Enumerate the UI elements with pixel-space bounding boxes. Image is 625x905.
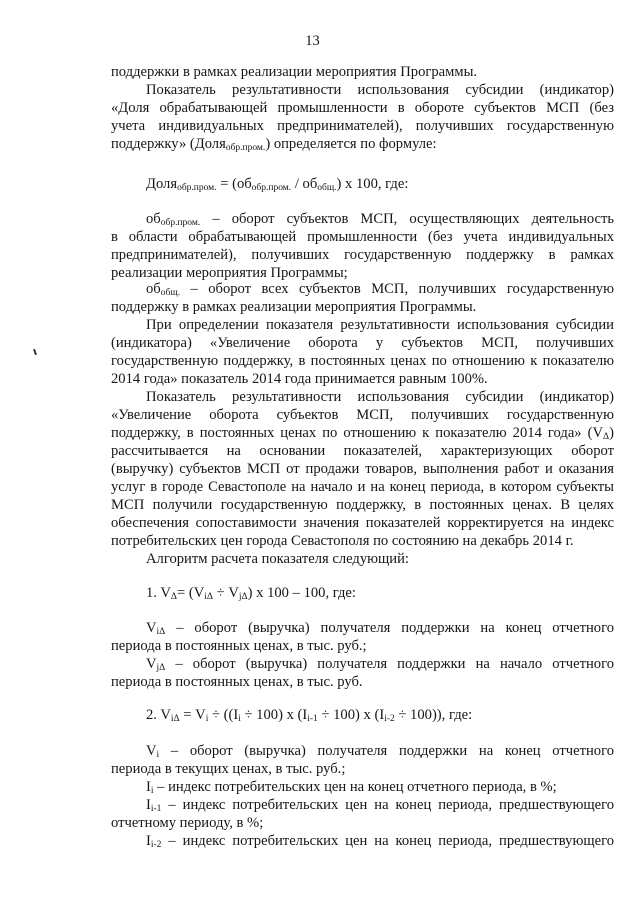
text-line: «Увеличение оборота субъектов МСП, получивших государственную <box>111 407 614 423</box>
text-line: предпринимателей), получивших государственную поддержку в рамках <box>111 247 614 263</box>
text-line: отчетному периоду, в %; <box>111 815 264 831</box>
text-line: $I_{i-1}$ – индекс потребительских цен на конец периода, предшествующего <box>146 797 614 814</box>
text-line: При определении показателя результативности использования субсидии <box>146 317 614 333</box>
text-line: $V_{i\Delta}$ – оборот (выручка) получателя поддержки на конец отчетного <box>146 620 614 637</box>
text-line: обеспечения сопоставимости значения показателей корректируется на индекс <box>111 515 614 531</box>
text-line: $V_{j\Delta}$ – оборот (выручка) получателя поддержки на начало отчетного <box>146 656 614 673</box>
text-line: реализации мероприятия Программы; <box>111 265 348 281</box>
formula-share: Доля$_{обр.пром.}$ = $(об_{обр.пром.} / об_{общ.})$ х 100, где: <box>146 176 409 193</box>
text-line: (выручку) субъектов МСП от продажи товаров, выполнения работ и оказания <box>111 461 614 477</box>
text-line: (индикатора) «Увеличение оборота у субъектов МСП, получивших <box>111 335 614 351</box>
text-line: государственную поддержку, в постоянных ценах по отношению к показателю <box>111 353 614 369</box>
text-line: поддержки в рамках реализации мероприятия Программы. <box>111 64 478 80</box>
text-line: $V_i$ – оборот (выручка) получателя поддержки на конец отчетного <box>146 743 614 760</box>
text-line: Алгоритм расчета показателя следующий: <box>146 551 409 567</box>
text-line: $об_{общ.}$ – оборот всех субъектов МСП, получивших государственную <box>146 281 614 298</box>
page-number: 13 <box>305 33 320 49</box>
text-line: в области обрабатывающей промышленности (без учета индивидуальных <box>111 229 614 245</box>
formula-videlta: 2. $V_{i\Delta} = V_i \div ((I_i \div 100)$ х $(I_{i-1} \div 100)$ х $(I_{i-2} \div 100)$), где: <box>146 707 473 724</box>
text-line: Показатель результативности использования субсидии (индикатор) <box>146 389 614 405</box>
scan-mark <box>33 349 37 355</box>
text-line: $I_{i-2}$ – индекс потребительских цен на конец периода, предшествующего <box>146 833 614 850</box>
text-line: поддержку в рамках реализации мероприятия Программы. <box>111 299 477 315</box>
text-line: услуг в городе Севастополе на начало и на конец периода, в котором субъекты <box>111 479 614 495</box>
text-line: «Доля обрабатывающей промышленности в обороте субъектов МСП (без <box>111 100 614 116</box>
text-line: потребительских цен города Севастополя по состоянию на декабрь 2014 г. <box>111 533 574 549</box>
text-line: $об_{обр.пром.}$ – оборот субъектов МСП, осуществляющих деятельность <box>146 211 614 228</box>
text-line: периода в постоянных ценах, в тыс. руб.; <box>111 638 367 654</box>
text-line: периода в постоянных ценах, в тыс. руб. <box>111 674 363 690</box>
text-line: 2014 года» показатель 2014 года принимается равным 100%. <box>111 371 488 387</box>
text-line: $I_i$ – индекс потребительских цен на конец отчетного периода, в %; <box>146 779 557 796</box>
text-line: поддержку» (Доля$_{обр.пром.}$) определяется по формуле: <box>111 136 437 153</box>
text-line: рассчитывается на основании показателей, характеризующих оборот <box>111 443 614 459</box>
text-line: учета индивидуальных предпринимателей), получивших государственную <box>111 118 614 134</box>
formula-vdelta: 1. $V_\Delta= (V_{i\Delta} \div V_{j\Delta})$ х 100 – 100, где: <box>146 585 356 602</box>
text-line: Показатель результативности использования субсидии (индикатор) <box>146 82 614 98</box>
text-line: МСП получили государственную поддержку, в постоянных ценах. В целях <box>111 497 614 513</box>
text-line: периода в текущих ценах, в тыс. руб.; <box>111 761 346 777</box>
text-line: поддержку, в постоянных ценах по отношению к показателю 2014 года» $(V_\Delta)$ <box>111 425 614 442</box>
